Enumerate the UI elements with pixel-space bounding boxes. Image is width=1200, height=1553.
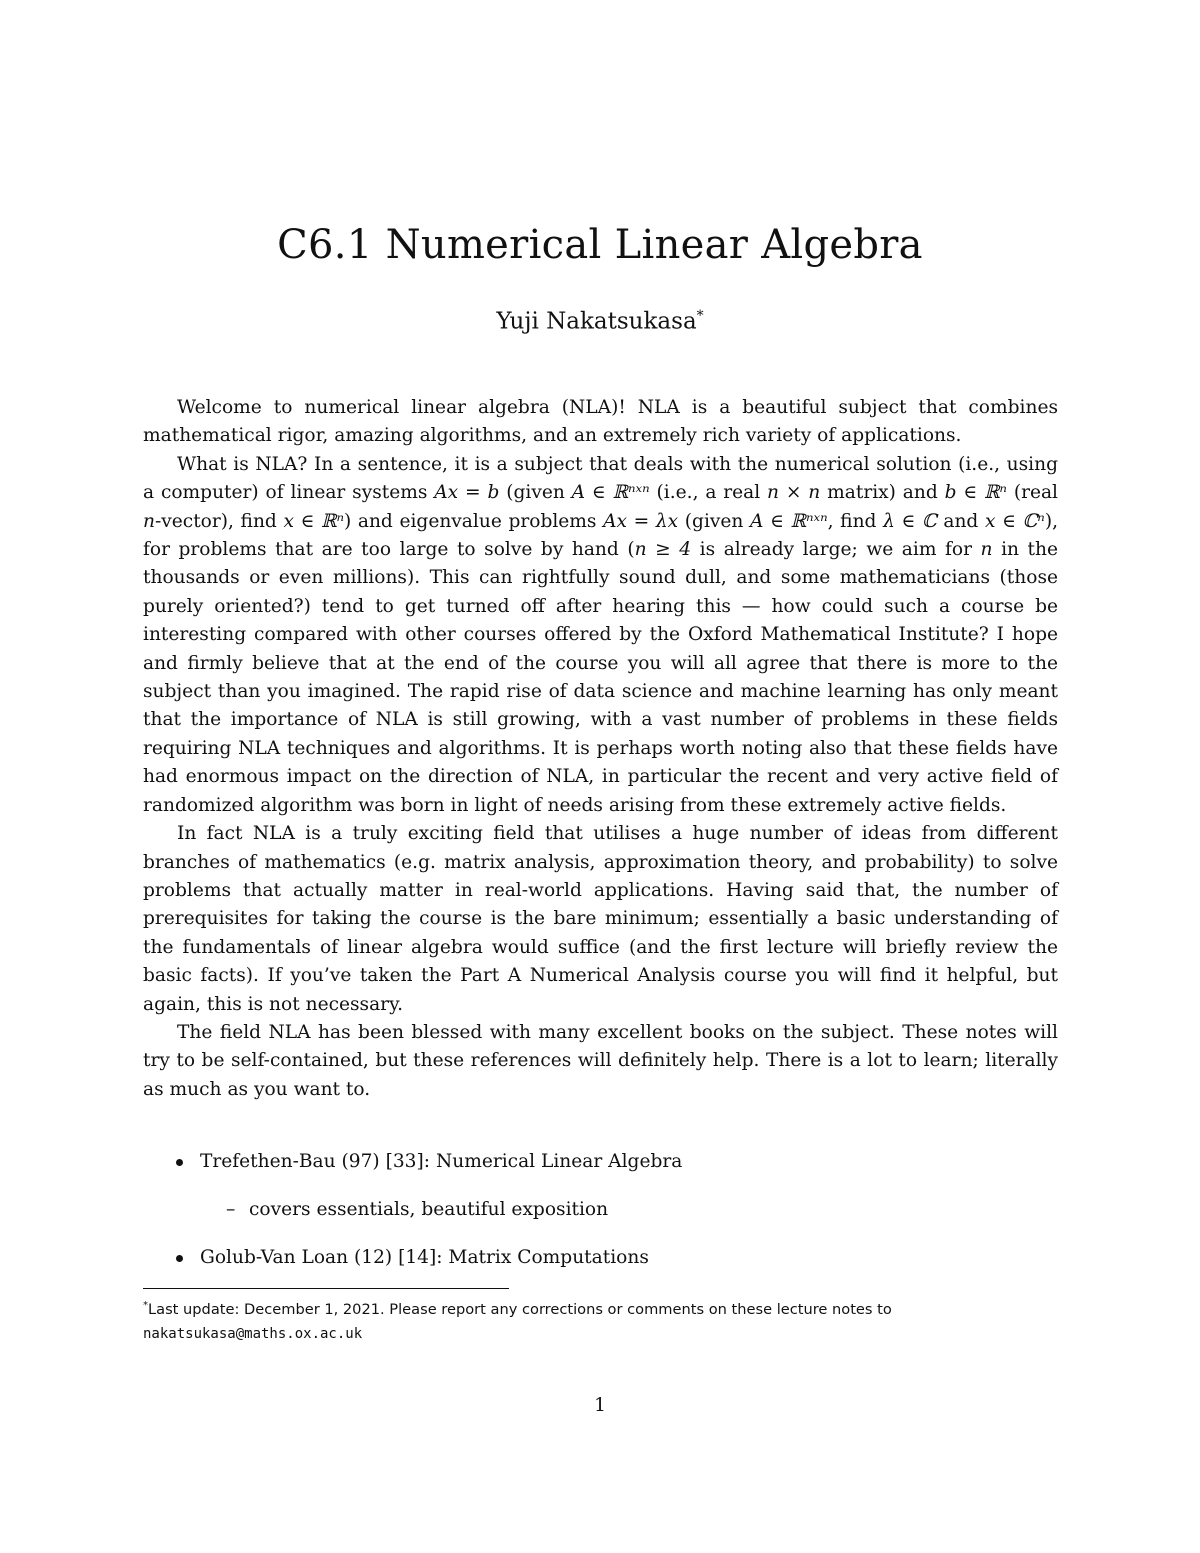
text-run: (i.e., a real xyxy=(649,482,768,504)
math-expression: x ∈ ℂⁿ xyxy=(984,510,1045,532)
reference-note: covers essentials, beautiful exposition xyxy=(249,1199,609,1220)
reference-list xyxy=(143,1148,1058,1272)
math-expression: b ∈ ℝⁿ xyxy=(944,482,1007,504)
list-item xyxy=(143,1244,1058,1272)
body-text xyxy=(143,394,1058,1104)
author-name: Yuji Nakatsukasa xyxy=(496,308,697,335)
text-run: matrix) and xyxy=(820,482,945,504)
text-run: (given xyxy=(499,482,572,504)
math-expression: A ∈ ℝⁿˣⁿ xyxy=(571,482,650,504)
bullet-icon xyxy=(176,1159,183,1166)
text-run: -vector), find xyxy=(154,510,284,532)
reference-label: Trefethen-Bau (97) [33]: Numerical Linear Algebra xyxy=(200,1151,683,1172)
list-item xyxy=(143,1148,1058,1176)
page-number: 1 xyxy=(594,1395,606,1416)
footnote-text: Last update: December 1, 2021. Please report any corrections or comments on these lecture notes to xyxy=(148,1300,892,1318)
dash-icon: – xyxy=(226,1199,236,1220)
reference-label: Golub-Van Loan (12) [14]: Matrix Computations xyxy=(200,1247,649,1268)
math-expression: A ∈ ℝⁿˣⁿ xyxy=(750,510,828,532)
bullet-icon xyxy=(176,1255,183,1262)
math-expression: Ax = b xyxy=(434,482,500,504)
text-run: and xyxy=(936,510,985,532)
author-footnote-mark: * xyxy=(696,308,704,324)
text-run: , find xyxy=(827,510,884,532)
footnote-rule xyxy=(143,1288,509,1289)
document-title: C6.1 Numerical Linear Algebra xyxy=(277,222,923,268)
text-run: is already large; we aim for xyxy=(691,539,981,561)
text-run: ) and eigenvalue problems xyxy=(343,510,604,532)
paragraph-what-is-nla xyxy=(143,451,1058,820)
math-expression: x ∈ ℝⁿ xyxy=(283,510,344,532)
list-subitem xyxy=(143,1196,1058,1224)
footnote-mark: * xyxy=(143,1300,148,1311)
math-expression: n × n xyxy=(767,482,821,504)
author-line xyxy=(0,308,1200,335)
paragraph-welcome: Welcome to numerical linear algebra (NLA)! NLA is a beautiful subject that combines mathematical rigor, amazing algorithms, and an extremely rich variety of applications. xyxy=(143,397,1058,447)
text-run: What is NLA? In a sentence, it is a subject that deals with the numerical solution (i.e., using a computer) of linear systems xyxy=(143,453,1058,504)
math-expression: n xyxy=(143,510,155,532)
text-run: (given xyxy=(678,510,751,532)
text-run: in the thousands or even millions). This can rightfully sound dull, and some mathematicians (those purely oriented?) tend to get turned off after hearing this — how could such a course be interesting compared with other courses offered by the Oxford Mathematical Institute? I hope and firmly believe that at the end of the course you will all agree that there is more to the subject than you imagined. The rapid rise of data science and machine learning has only meant that the importance of NLA is still growing, with a vast number of problems in these fields requiring NLA techniques and algorithms. It is perhaps worth noting also that these fields have had enormous impact on the direction of NLA, in particular the recent and very active field of randomized algorithm was born in light of needs arising from these extremely active fields. xyxy=(143,539,1058,816)
math-expression: Ax = λx xyxy=(603,510,679,532)
text-run: ), for problems that are too large to solve by hand ( xyxy=(143,510,1058,561)
math-expression: λ ∈ ℂ xyxy=(883,510,937,532)
paragraph-books: The field NLA has been blessed with many excellent books on the subject. These notes will try to be self-contained, but these references will definitely help. There is a lot to learn; literally as much as you want to. xyxy=(143,1021,1058,1100)
math-expression: n xyxy=(980,539,993,561)
paragraph-exciting-field: In fact NLA is a truly exciting field that utilises a huge number of ideas from different branches of mathematics (e.g. matrix analysis, approximation theory, and probability) to solve problems that actually matter in real-world applications. Having said that, the number of prerequisites for taking the course is the bare minimum; essentially a basic understanding of the fundamentals of linear algebra would suffice (and the first lecture will briefly review the basic facts). If you’ve taken the Part A Numerical Analysis course you will find it helpful, but again, this is not necessary. xyxy=(143,823,1058,1015)
footnote xyxy=(143,1294,1058,1346)
footnote-email-link[interactable]: nakatsukasa@maths.ox.ac.uk xyxy=(143,1325,363,1342)
math-expression: n ≥ 4 xyxy=(634,539,692,561)
text-run: (real xyxy=(1006,482,1058,504)
